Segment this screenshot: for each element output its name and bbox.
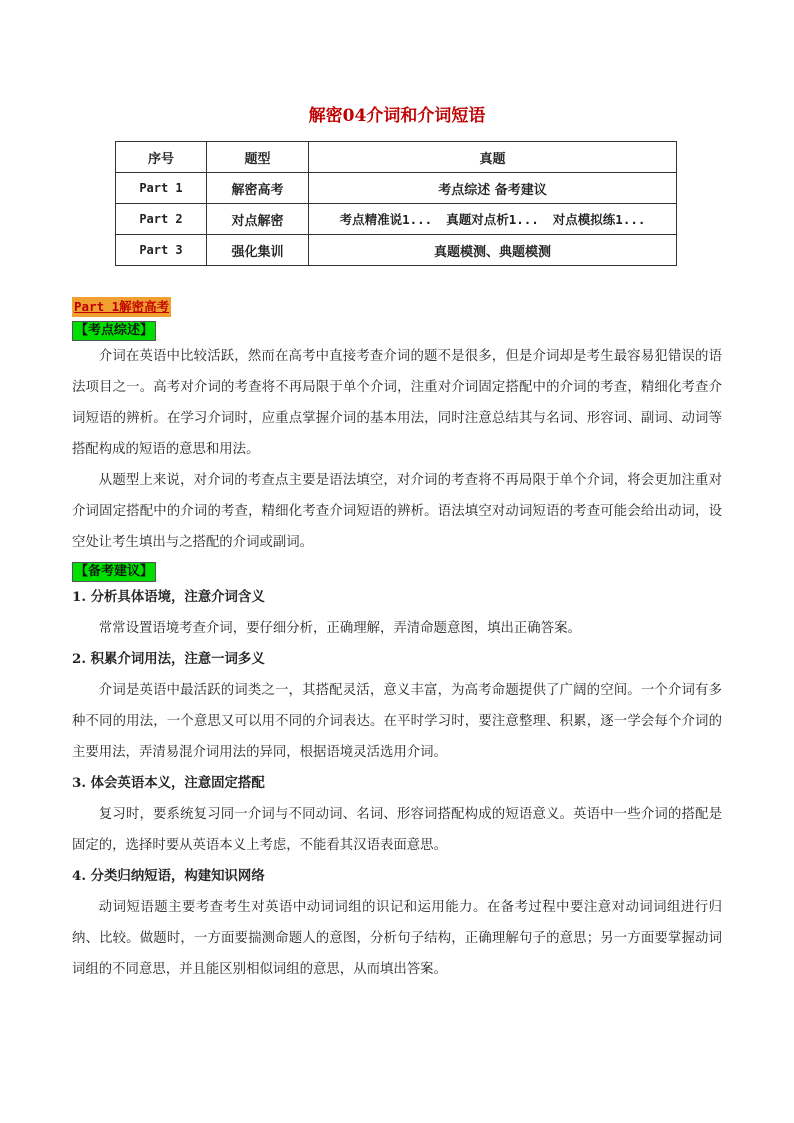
toc-row <box>116 173 677 204</box>
overview-paragraph: 介词在英语中比较活跃，然而在高考中直接考查介词的题不是很多，但是介词却是考生最容易犯错误的语法项目之一。高考对介词的考查将不再局限于单个介词，注重对介词固定搭配中的介词的考查，精细化考查介词短语的辨析。在学习介词时，应重点掌握介词的基本用法，同时注意总结其与名词、形容词、副词、动词等搭配构成的短语的意思和用法。 <box>72 349 722 457</box>
toc-content-item: 对点模拟练1... <box>552 212 646 227</box>
toc-content-item: 考点精准说1... <box>339 212 433 227</box>
toc-row-num: Part 1 <box>116 173 207 204</box>
toc-header-content: 真题 <box>309 142 677 173</box>
toc-row-type: 解密高考 <box>207 173 309 204</box>
toc-row-num: Part 2 <box>116 204 207 235</box>
advice-item-heading: 2. 积累介词用法，注意一词多义 <box>72 651 265 667</box>
toc-row-content <box>309 204 677 235</box>
part1-section <box>72 297 722 985</box>
advice-item-text: 复习时，要系统复习同一介词与不同动词、名词、形容词搭配构成的短语意义。英语中一些介词的搭配是固定的，选择时要从英语本义上考虑，不能看其汉语表面意思。 <box>72 807 722 853</box>
toc-row <box>116 204 677 235</box>
part1-heading: Part 1解密高考 <box>72 297 171 317</box>
toc-content-item: 真题对点析1... <box>446 212 539 227</box>
toc-row-num: Part 3 <box>116 235 207 266</box>
toc-row-type: 强化集训 <box>207 235 309 266</box>
advice-item-heading: 4. 分类归纳短语，构建知识网络 <box>72 868 265 884</box>
toc-header-type: 题型 <box>207 142 309 173</box>
toc-row-type: 对点解密 <box>207 204 309 235</box>
toc-row <box>116 235 677 266</box>
document-title: 解密04介词和介词短语 <box>308 106 486 126</box>
advice-item-text: 常常设置语境考查介词，要仔细分析，正确理解，弄清命题意图，填出正确答案。 <box>98 621 581 636</box>
advice-item-text: 介词是英语中最活跃的词类之一，其搭配灵活，意义丰富，为高考命题提供了广阔的空间。一个介词有多种不同的用法，一个意思又可以用不同的介词表达。在平时学习时，要注意整理、积累，逐一学会每个介词的主要用法，弄清易混介词用法的异同，根据语境灵活选用介词。 <box>72 683 722 760</box>
advice-tag: 【备考建议】 <box>72 562 156 582</box>
toc-header-num: 序号 <box>116 142 207 173</box>
overview-tag: 【考点综述】 <box>72 321 156 341</box>
toc-row-content: 真题模测、典题模测 <box>309 235 677 266</box>
toc-header-row <box>116 142 677 173</box>
overview-paragraph: 从题型上来说，对介词的考查点主要是语法填空，对介词的考查将不再局限于单个介词，将会更加注重对介词固定搭配中的介词的考查，精细化考查介词短语的辨析。语法填空对动词短语的考查可能会给出动词，设空处让考生填出与之搭配的介词或副词。 <box>72 473 722 550</box>
toc-table <box>115 141 677 266</box>
advice-item-heading: 3. 体会英语本义，注意固定搭配 <box>72 775 265 791</box>
advice-item-text: 动词短语题主要考查考生对英语中动词词组的识记和运用能力。在备考过程中要注意对动词词组进行归纳、比较。做题时，一方面要揣测命题人的意图，分析句子结构，正确理解句子的意思；另一方面要掌握动词词组的不同意思，并且能区别相似词组的意思，从而填出答案。 <box>72 900 722 977</box>
advice-item-heading: 1. 分析具体语境，注意介词含义 <box>72 589 265 605</box>
toc-row-content: 考点综述 备考建议 <box>309 173 677 204</box>
